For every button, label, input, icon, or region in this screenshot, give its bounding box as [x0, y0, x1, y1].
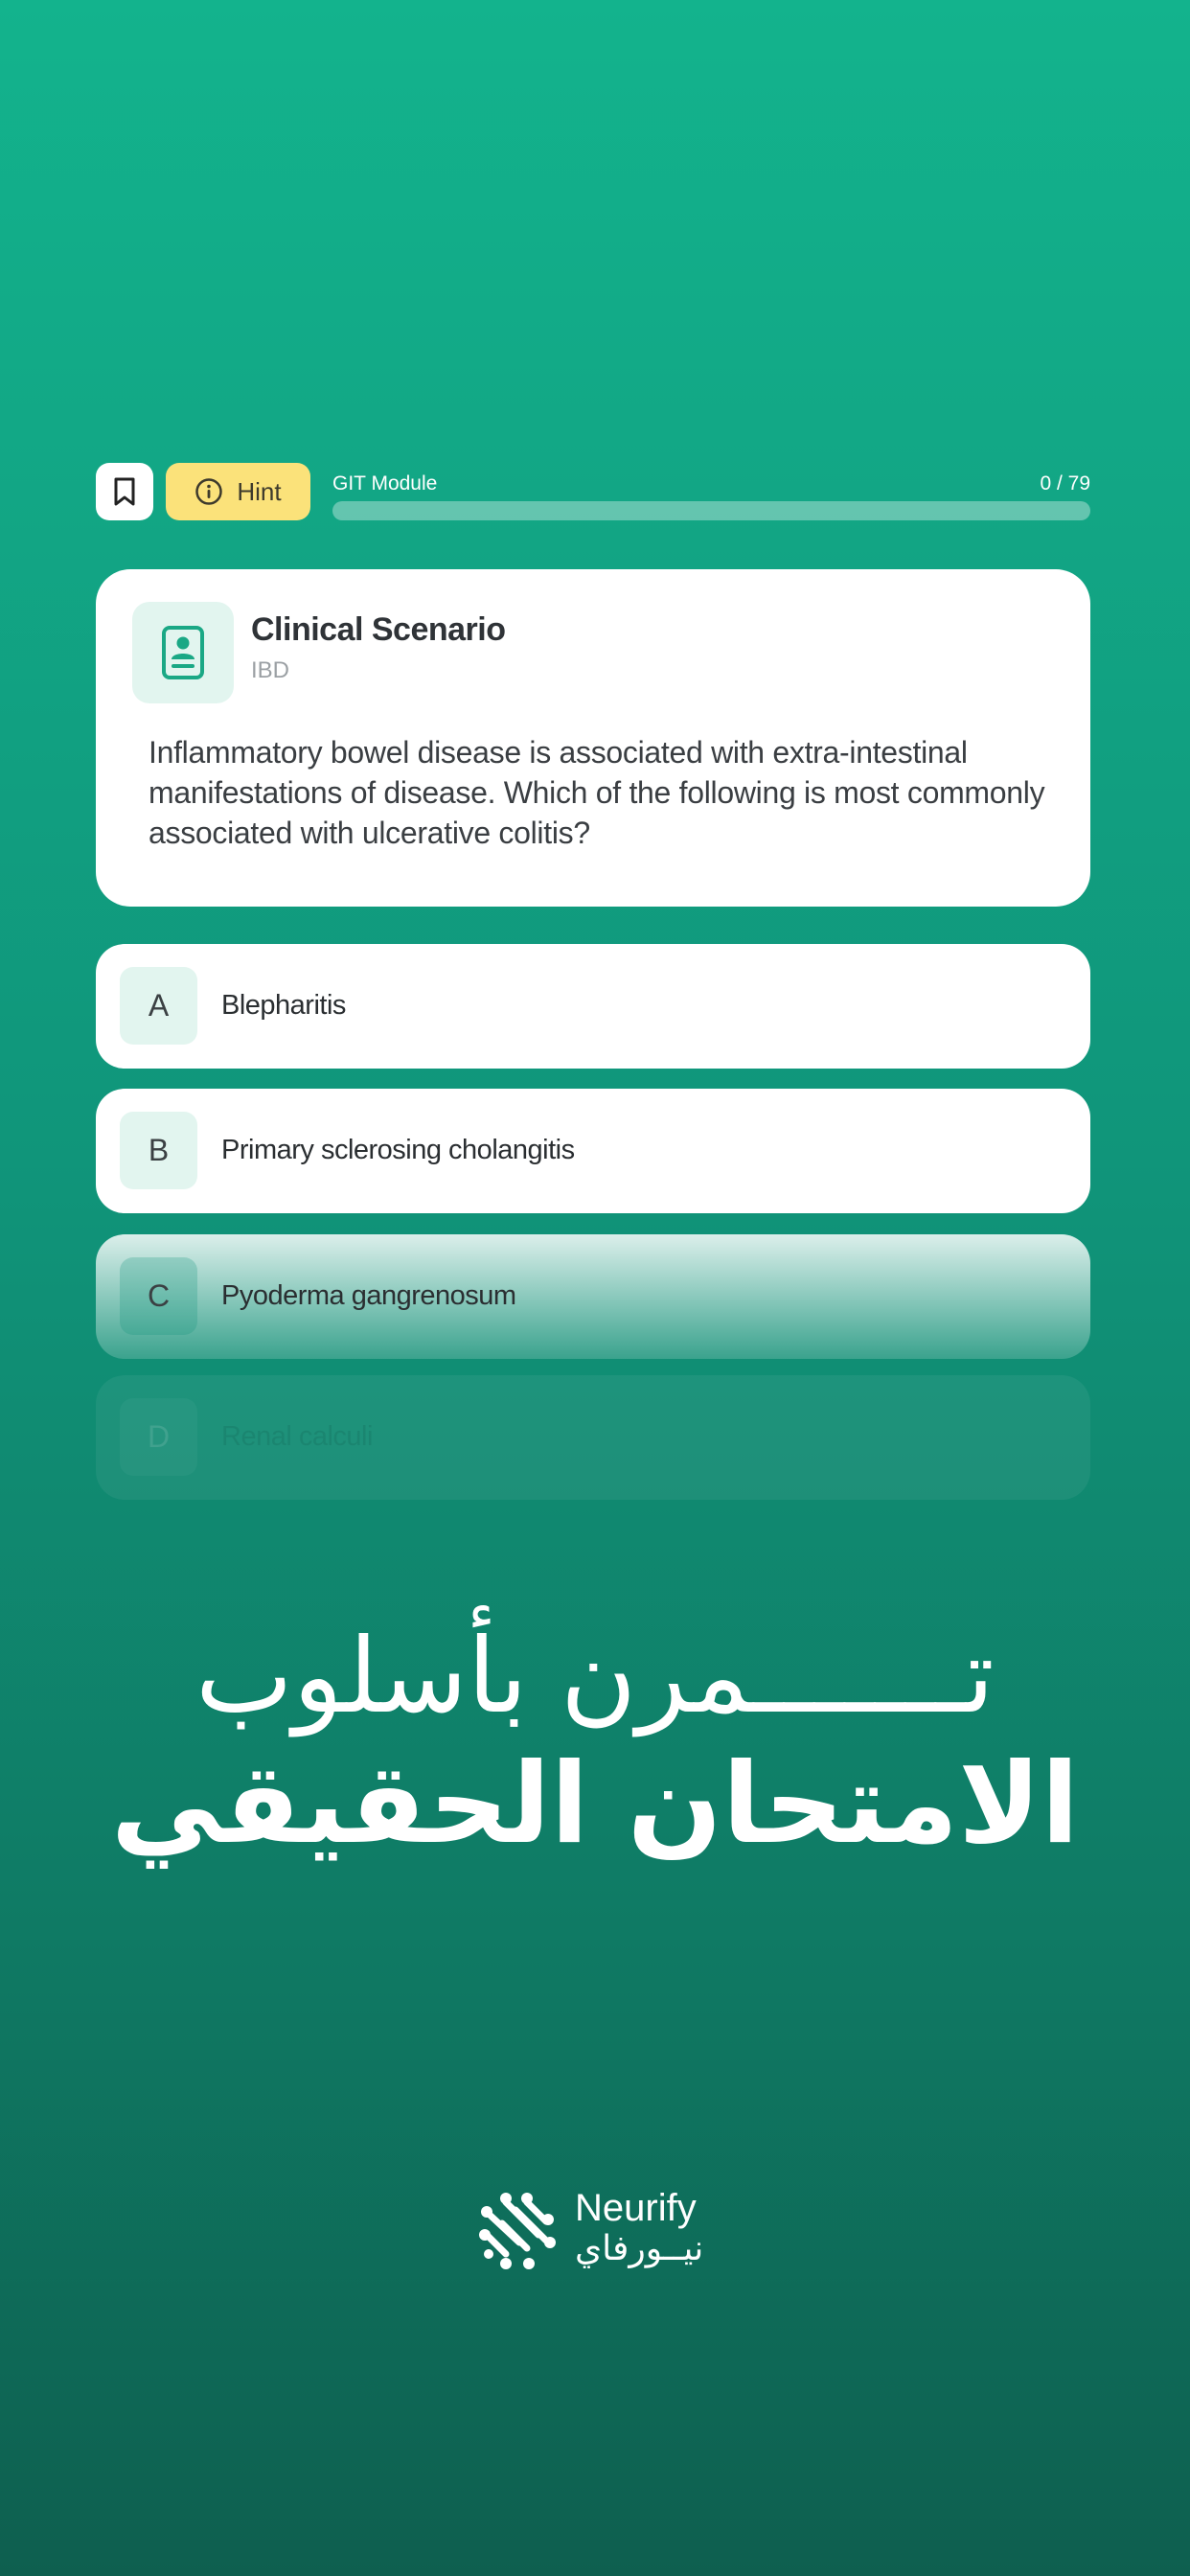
progress-bar	[332, 501, 1090, 520]
option-letter: B	[120, 1112, 197, 1189]
neurify-logo-icon	[477, 2191, 558, 2271]
brand-name-ar: نيــورفاي	[575, 2229, 704, 2268]
option-text: Primary sclerosing cholangitis	[221, 1135, 575, 1165]
question-counter: 0 / 79	[1040, 472, 1090, 494]
hint-button[interactable]	[166, 463, 310, 520]
bookmark-icon	[112, 476, 137, 507]
id-card-icon	[161, 625, 205, 680]
quiz-toolbar	[96, 463, 1090, 521]
bookmark-button[interactable]	[96, 463, 153, 520]
option-letter: D	[120, 1398, 197, 1476]
brand-name-en: Neurify	[575, 2187, 697, 2229]
headline-line-2: الامتحان الحقيقي	[110, 1739, 1080, 1869]
option-a[interactable]	[96, 944, 1090, 1069]
headline-line-1: تـــــــمرن بأسلوب	[195, 1617, 995, 1736]
question-text: Inflammatory bowel disease is associated with extra-intestinal manifestations of disease. Which of the following is most commonly associated with ulcerative colitis?	[149, 735, 1045, 850]
option-c[interactable]	[96, 1234, 1090, 1359]
option-letter: C	[120, 1257, 197, 1335]
option-d[interactable]	[96, 1375, 1090, 1500]
option-text: Pyoderma gangrenosum	[221, 1280, 516, 1311]
option-b[interactable]	[96, 1089, 1090, 1213]
option-text: Renal calculi	[221, 1421, 373, 1452]
question-card	[96, 569, 1090, 907]
card-subtitle: IBD	[251, 657, 290, 683]
hint-label: Hint	[237, 476, 282, 506]
option-letter: A	[120, 967, 197, 1045]
card-title: Clinical Scenario	[251, 611, 506, 648]
brand-logo	[477, 2187, 726, 2273]
module-label: GIT Module	[332, 472, 438, 494]
info-icon	[195, 477, 223, 506]
scenario-icon-box	[132, 602, 234, 703]
option-text: Blepharitis	[221, 990, 346, 1021]
